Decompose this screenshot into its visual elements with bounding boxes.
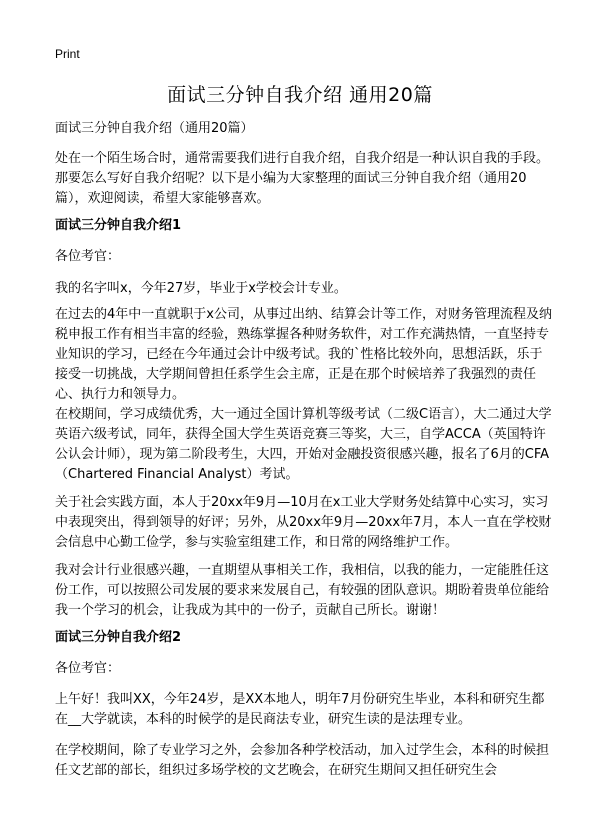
section-1-greeting: 各位考官： bbox=[55, 249, 121, 264]
section-2-paragraph-1: 上午好！我叫XX，今年24岁，是XX本地人，明年7月份研究生毕业，本科和研究生都在__大学就读，本科的时候学的是民商法专业，研究生读的是法理专业。 bbox=[55, 692, 545, 727]
section-1-paragraph-5: 我对会计行业很感兴趣，一直期望从事相关工作，我相信，以我的能力，一定能胜任这份工作，可以按照公司发展的要求来发展自己，有较强的团队意识。期盼着贵单位能给我一个学习的机会，让我成为其中的一份子，贡献自己所长。谢谢！ bbox=[55, 563, 550, 618]
section-2-paragraph-2: 在学校期间，除了专业学习之外，会参加各种学校活动，加入过学生会，本科的时候担任文艺部的部长，组织过多场学校的文艺晚会，在研究生期间又担任研究生会 bbox=[55, 743, 550, 778]
section-heading-2: 面试三分钟自我介绍2 bbox=[55, 630, 182, 645]
section-1-paragraph-3: 在校期间，学习成绩优秀，大一通过全国计算机等级考试（二级C语言），大二通过大学英语六级考试，同年，获得全国大学生英语竞赛三等奖，大三，自学ACCA（英国特许公认会计师），现为第二阶段考生，大四，开始对金融投资很感兴趣，报名了6月的CFA（Chartered Financial Analyst）考试。 bbox=[55, 407, 552, 482]
section-1-paragraph-4: 关于社会实践方面，本人于20xx年9月—10月在x工业大学财务处结算中心实习，实习中表现突出，得到领导的好评；另外，从20xx年9月—20xx年7月，本人一直在学校财会信息中心勤工俭学，参与实验室组建工作，和日常的网络维护工作。 bbox=[55, 495, 552, 550]
print-link[interactable]: Print bbox=[55, 47, 80, 61]
section-2-greeting: 各位考官： bbox=[55, 661, 121, 676]
page-title: 面试三分钟自我介绍 通用20篇 bbox=[167, 84, 433, 106]
intro-paragraph: 处在一个陌生场合时，通常需要我们进行自我介绍，自我介绍是一种认识自我的手段。那要怎么写好自我介绍呢？以下是小编为大家整理的面试三分钟自我介绍（通用20篇），欢迎阅读，希望大家能够喜欢。 bbox=[55, 151, 550, 206]
section-1-paragraph-1: 我的名字叫x，今年27岁，毕业于x学校会计专业。 bbox=[55, 281, 347, 296]
section-heading-1: 面试三分钟自我介绍1 bbox=[55, 218, 182, 233]
section-1-paragraph-2: 在过去的4年中一直就职于x公司，从事过出纳、结算会计等工作，对财务管理流程及纳税申报工作有相当丰富的经验，熟练掌握各种财务软件，对工作充满热情，一直坚持专业知识的学习，已经在今年通过会计中级考试。我的`性格比较外向，思想活跃，乐于接受一切挑战，大学期间曾担任系学生会主席，正是在那个时候培养了我强烈的责任心、执行力和领导力。 bbox=[55, 307, 552, 402]
subtitle: 面试三分钟自我介绍（通用20篇） bbox=[55, 121, 254, 136]
